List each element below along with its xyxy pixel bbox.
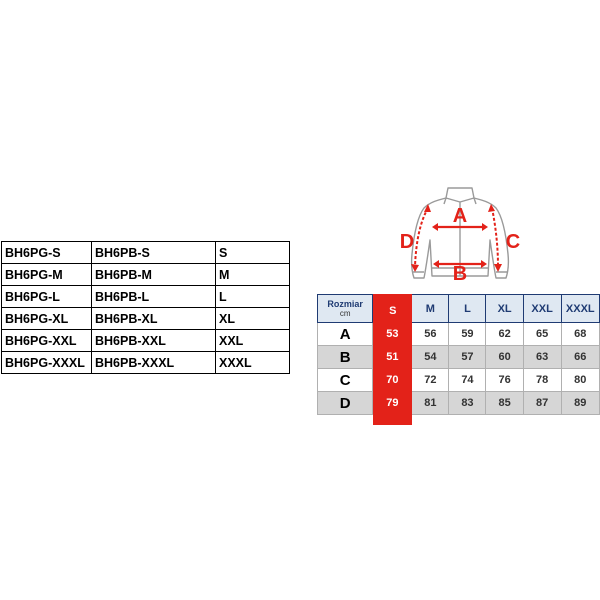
size-header-xl: XL xyxy=(486,294,523,323)
table-row xyxy=(317,346,600,369)
value-cell: 65 xyxy=(524,323,562,346)
value-cell: 74 xyxy=(449,369,486,392)
girls-code-cell: BH6PG-XXL xyxy=(2,330,92,352)
boys-code-cell: BH6PB-XXXL xyxy=(92,352,216,374)
size-header-corner xyxy=(317,294,373,323)
size-cell: L xyxy=(216,286,290,308)
label-d: D xyxy=(400,231,415,253)
table-row xyxy=(317,323,600,346)
value-cell: 76 xyxy=(486,369,523,392)
girls-code-cell: BH6PG-XXXL xyxy=(2,352,92,374)
row-label: D xyxy=(317,392,373,415)
value-cell: 68 xyxy=(562,323,600,346)
value-cell: 70 xyxy=(373,369,412,392)
value-cell: 89 xyxy=(562,392,600,415)
size-header-s: S xyxy=(373,294,412,323)
table-row xyxy=(317,392,600,415)
value-cell: 87 xyxy=(524,392,562,415)
table-row xyxy=(317,369,600,392)
value-cell: 56 xyxy=(412,323,449,346)
value-cell: 80 xyxy=(562,369,600,392)
row-label: A xyxy=(317,323,373,346)
size-cell: XXXL xyxy=(216,352,290,374)
label-b: B xyxy=(452,263,468,285)
table-row xyxy=(2,308,290,330)
value-cell: 63 xyxy=(524,346,562,369)
table-row xyxy=(2,352,290,374)
girls-code-cell: BH6PG-L xyxy=(2,286,92,308)
boys-code-cell: BH6PB-S xyxy=(92,242,216,264)
value-cell: 62 xyxy=(486,323,523,346)
size-cell: XL xyxy=(216,308,290,330)
row-label: B xyxy=(317,346,373,369)
value-cell: 78 xyxy=(524,369,562,392)
girls-code-cell: BH6PG-XL xyxy=(2,308,92,330)
size-cell: XXL xyxy=(216,330,290,352)
size-chart xyxy=(317,294,600,415)
label-a: A xyxy=(452,205,468,227)
value-cell: 51 xyxy=(373,346,412,369)
size-header-label: Rozmiar xyxy=(327,298,363,309)
value-cell: 79 xyxy=(373,392,412,415)
boys-code-cell: BH6PB-L xyxy=(92,286,216,308)
value-cell: 53 xyxy=(373,323,412,346)
size-header-m: M xyxy=(412,294,449,323)
product-code-table xyxy=(1,241,290,374)
table-row xyxy=(2,242,290,264)
table-row xyxy=(2,264,290,286)
size-header-xxl: XXL xyxy=(524,294,562,323)
boys-code-cell: BH6PB-XL xyxy=(92,308,216,330)
size-cell: M xyxy=(216,264,290,286)
value-cell: 66 xyxy=(562,346,600,369)
size-header-xxxl: XXXL xyxy=(562,294,600,323)
value-cell: 81 xyxy=(412,392,449,415)
table-row xyxy=(2,330,290,352)
size-header-unit: cm xyxy=(339,308,351,318)
jacket-measurement-diagram xyxy=(400,182,520,292)
girls-code-cell: BH6PG-M xyxy=(2,264,92,286)
value-cell: 54 xyxy=(412,346,449,369)
value-cell: 72 xyxy=(412,369,449,392)
size-cell: S xyxy=(216,242,290,264)
size-header-row xyxy=(317,294,600,323)
highlight-column-tail xyxy=(373,415,412,425)
size-header-l: L xyxy=(449,294,486,323)
value-cell: 57 xyxy=(449,346,486,369)
value-cell: 83 xyxy=(449,392,486,415)
value-cell: 85 xyxy=(486,392,523,415)
label-c: C xyxy=(505,231,520,253)
boys-code-cell: BH6PB-XXL xyxy=(92,330,216,352)
girls-code-cell: BH6PG-S xyxy=(2,242,92,264)
size-chart-table xyxy=(317,294,600,415)
table-row xyxy=(2,286,290,308)
row-label: C xyxy=(317,369,373,392)
value-cell: 59 xyxy=(449,323,486,346)
boys-code-cell: BH6PB-M xyxy=(92,264,216,286)
value-cell: 60 xyxy=(486,346,523,369)
